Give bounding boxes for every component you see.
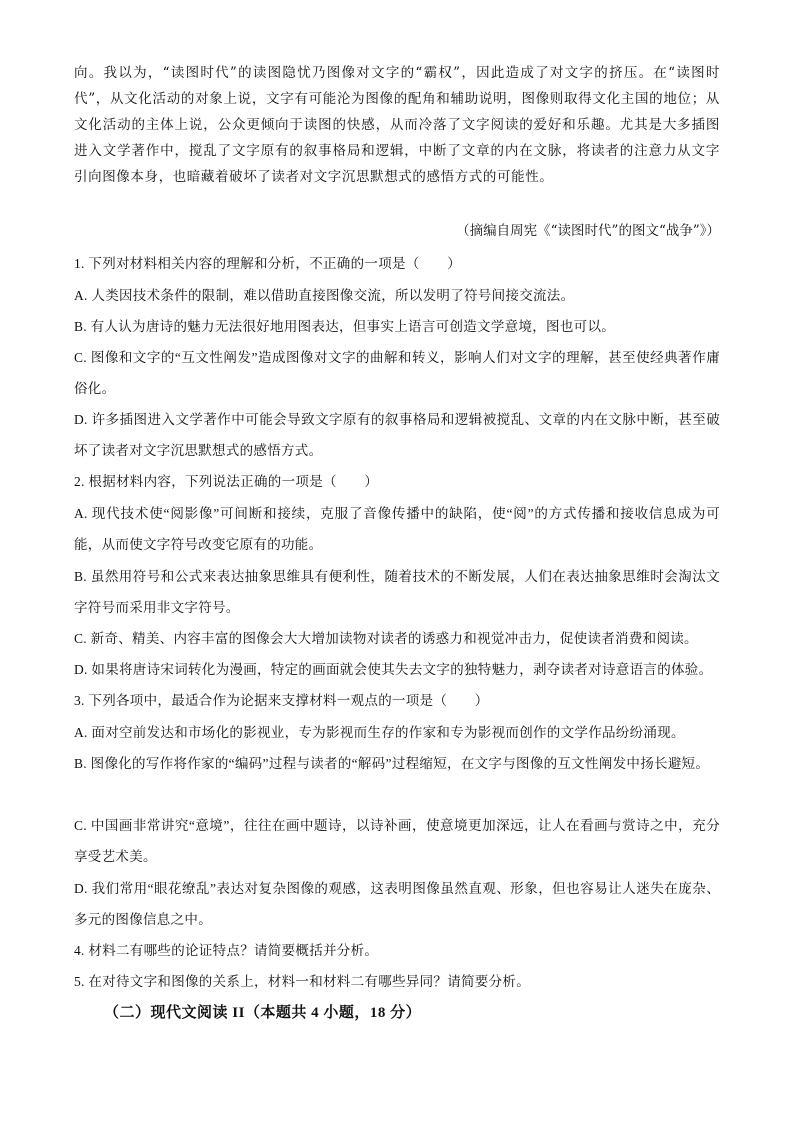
q3-option-a: A. 面对空前发达和市场化的影视业，专为影视而生存的作家和专为影视而创作的文学作品纷纷涌现。 — [74, 725, 685, 740]
q2-option-b: B. 虽然用符号和公式来表达抽象思维具有便利性，随着技术的不断发展，人们在表达抽象思维时会淘汰文字符号而采用非文字符号。 — [74, 569, 720, 615]
q2-option-d: D. 如果将唐诗宋词转化为漫画，特定的画面就会使其失去文字的独特魅力，剥夺读者对诗意语言的体验。 — [74, 662, 713, 677]
q1-option-a: A. 人类因技术条件的限制，难以借助直接图像交流，所以发明了符号间接交流法。 — [74, 288, 575, 303]
passage-source: （摘编自周宪《“读图时代”的图文“战争”》） — [456, 223, 720, 239]
q2-option-a: A. 现代技术使“阅影像”可间断和接续，克服了音像传播中的缺陷，使“阅”的方式传播和接收信息成为可能，从而使文字符号改变它原有的功能。 — [74, 506, 720, 552]
q1-option-b: B. 有人认为唐诗的魅力无法很好地用图表达，但事实上语言可创造文学意境，图也可以。 — [74, 319, 616, 334]
passage-paragraph: 向。我以为，“读图时代”的读图隐忧乃图像对文字的“霸权”，因此造成了对文字的挤压。在“读图时代”，从文化活动的对象上说，文字有可能沦为图像的配角和辅助说明，图像则取得文化主国的地位；从文化活动的主体上说，公众更倾向于读图的快感，从而冷落了文字阅读的爱好和乐趣。尤其是大多插图进入文学著作中，搅乱了文字原有的叙事格局和逻辑，中断了文章的内在文脉，将读者的注意力从文字引向图像本身，也暗藏着破坏了读者对文字沉思默想式的感悟方式的可能性。 — [74, 65, 720, 185]
q2-stem: 2. 根据材料内容，下列说法正确的一项是（ ） — [74, 474, 379, 489]
section-title: （二）现代文阅读 II（本题共 4 小题，18 分） — [104, 1005, 422, 1021]
q1-option-d: D. 许多插图进入文学著作中可能会导致文字原有的叙事格局和逻辑被搅乱、文章的内在文脉中断，甚至破坏了读者对文字沉思默想式的感悟方式。 — [74, 412, 720, 458]
q1-option-c: C. 图像和文字的“互文性阐发”造成图像对文字的曲解和转义，影响人们对文字的理解，甚至使经典著作庸俗化。 — [74, 350, 720, 396]
q2-option-c: C. 新奇、精美、内容丰富的图像会大大增加读物对读者的诱惑力和视觉冲击力，促使读者消费和阅读。 — [74, 631, 698, 646]
q3-option-d: D. 我们常用“眼花缭乱”表达对复杂图像的观感，这表明图像虽然直观、形象，但也容易让人迷失在庞杂、多元的图像信息之中。 — [74, 881, 720, 927]
q5-question: 5. 在对待文字和图像的关系上，材料一和材料二有哪些异同？请简要分析。 — [74, 974, 530, 989]
q3-option-c: C. 中国画非常讲究“意境”，往往在画中题诗，以诗补画，使意境更加深远，让人在看画与赏诗之中，充分享受艺术美。 — [74, 818, 720, 864]
q3-option-b: B. 图像化的写作将作家的“编码”过程与读者的“解码”过程缩短，在文字与图像的互文性阐发中扬长避短。 — [74, 756, 710, 771]
q4-question: 4. 材料二有哪些的论证特点？请简要概括并分析。 — [74, 943, 379, 958]
q3-stem: 3. 下列各项中，最适合作为论据来支撑材料一观点的一项是（ ） — [74, 693, 489, 708]
q1-stem: 1. 下列对材料相关内容的理解和分析，不正确的一项是（ ） — [74, 256, 461, 271]
